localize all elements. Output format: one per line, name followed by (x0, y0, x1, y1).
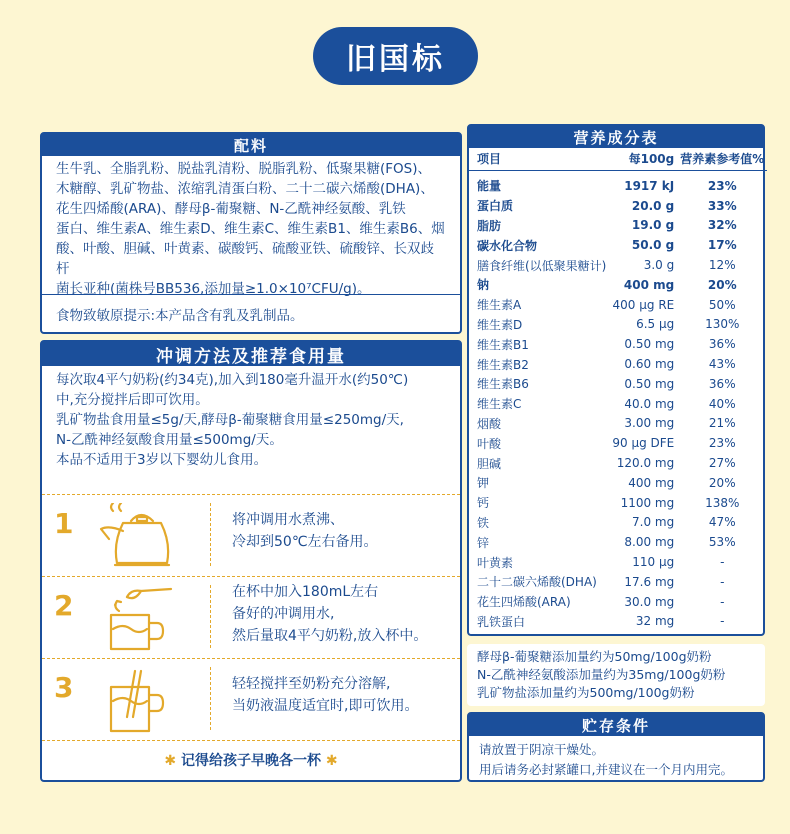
scoop-cup-icon (97, 585, 183, 653)
nutrient-nrv: 130% (705, 317, 740, 332)
table-row (469, 473, 767, 493)
nutrient-nrv: - (720, 594, 725, 609)
preparation-line: 本品不适用于3岁以下婴幼儿食用。 (56, 452, 268, 468)
nutrient-nrv: - (720, 614, 725, 629)
table-row (469, 374, 767, 394)
ingredients-line: 木糖醇、乳矿物盐、浓缩乳清蛋白粉、二十二碳六烯酸(DHA)、 (56, 181, 434, 197)
nutrient-value: 50.0 g (631, 238, 675, 253)
table-row (469, 196, 767, 216)
nutrient-value: 32 mg (635, 614, 675, 629)
star-icon: ✱ (164, 753, 177, 769)
nutrient-nrv: 12% (708, 258, 736, 273)
nutrient-value: 20.0 g (631, 198, 675, 213)
step-2 (42, 576, 460, 656)
table-row (469, 433, 767, 453)
column-header: 营养素参考值% (677, 148, 767, 170)
nutrient-nrv: 23% (708, 436, 736, 451)
nutrient-name: 铁 (477, 515, 490, 530)
step-line: 冷却到50℃左右备用。 (232, 534, 378, 550)
additive-line: 乳矿物盐添加量约为500mg/100g奶粉 (477, 685, 695, 700)
nutrient-nrv: 138% (705, 495, 740, 510)
additive-line: 酵母β-葡聚糖添加量约为50mg/100g奶粉 (477, 649, 712, 664)
storage-line: 用后请务必封紧罐口,并建议在一个月内用完。 (479, 762, 733, 777)
table-row (469, 216, 767, 236)
table-row (469, 235, 767, 255)
nutrient-name: 钙 (477, 496, 490, 511)
ingredients-line: 菌长亚种(菌株号BB536,添加量≥1.0×10⁷CFU/g)。 (56, 281, 371, 297)
nutrient-nrv: 36% (708, 337, 736, 352)
nutrient-nrv: 27% (708, 456, 736, 471)
nutrient-value: 400 mg (623, 277, 675, 292)
table-header (469, 148, 767, 170)
nutrient-nrv: 17% (707, 238, 737, 253)
nutrient-name: 胆碱 (477, 456, 502, 471)
nutrient-name: 维生素B6 (477, 377, 529, 392)
nutrient-nrv: 53% (708, 535, 736, 550)
nutrient-value: 0.60 mg (624, 357, 675, 372)
table-row (469, 493, 767, 513)
ingredients-line: 酸、叶酸、胆碱、叶黄素、碳酸钙、硫酸亚铁、硫酸锌、长双歧杆 (56, 241, 434, 277)
star-icon: ✱ (325, 753, 338, 769)
table-row (469, 354, 767, 374)
table-row (469, 572, 767, 592)
nutrient-name: 碳水化合物 (477, 238, 538, 253)
nutrient-name: 花生四烯酸(ARA) (477, 595, 571, 610)
step-text (232, 581, 427, 647)
table-row (469, 394, 767, 414)
step-number: 2 (54, 589, 74, 622)
allergen-notice: 食物致敏原提示:本产品含有乳及乳制品。 (56, 308, 304, 324)
step-line: 备好的冲调用水, (232, 606, 335, 622)
step-divider (210, 667, 211, 730)
table-row (469, 532, 767, 552)
table-row (469, 295, 767, 315)
nutrient-name: 钠 (477, 278, 490, 293)
preparation-line: 乳矿物盐食用量≤5g/天,酵母β-葡聚糖食用量≤250mg/天, (56, 412, 404, 428)
preparation-line: 每次取4平勺奶粉(约34克),加入到180毫升温开水(约50℃) (56, 372, 409, 388)
nutrient-name: 锌 (477, 535, 490, 550)
nutrient-value: 3.0 g (643, 258, 675, 273)
nutrient-nrv: 36% (708, 376, 736, 391)
nutrient-value: 6.5 μg (636, 317, 675, 332)
ingredients-line: 花生四烯酸(ARA)、酵母β-葡聚糖、N-乙酰神经氨酸、乳铁 (56, 201, 406, 217)
step-line: 将冲调用水煮沸、 (232, 512, 344, 528)
preparation-panel (40, 340, 462, 782)
table-row (469, 453, 767, 473)
table-row (469, 612, 767, 632)
nutrition-heading: 营养成分表 (469, 126, 763, 148)
ingredients-line: 蛋白、维生素A、维生素D、维生素C、维生素B1、维生素B6、烟 (56, 221, 445, 237)
nutrient-nrv: 32% (707, 218, 737, 233)
step-text (232, 673, 418, 717)
step-1 (42, 494, 460, 574)
storage-line: 请放置于阴凉干燥处。 (479, 742, 605, 757)
nutrient-nrv: 50% (708, 297, 736, 312)
nutrient-value: 7.0 mg (632, 515, 675, 530)
additive-amounts (467, 644, 765, 706)
nutrient-nrv: 33% (707, 198, 737, 213)
preparation-text (42, 366, 460, 470)
column-header: 项目 (469, 148, 609, 170)
nutrient-value: 3.00 mg (624, 416, 675, 431)
step-line: 轻轻搅拌至奶粉充分溶解, (232, 676, 391, 692)
divider (42, 740, 460, 741)
step-line: 然后量取4平勺奶粉,放入杯中。 (232, 628, 428, 644)
step-divider (210, 585, 211, 648)
nutrient-value: 0.50 mg (624, 337, 675, 352)
preparation-line: N-乙酰神经氨酸食用量≤500mg/天。 (56, 432, 283, 448)
nutrient-value: 8.00 mg (624, 535, 675, 550)
step-divider (210, 503, 211, 566)
nutrient-value: 1100 mg (620, 495, 675, 510)
nutrient-value: 40.0 mg (624, 396, 675, 411)
nutrient-nrv: 20% (707, 277, 737, 292)
table-row (469, 414, 767, 434)
nutrient-name: 乳铁蛋白 (477, 614, 526, 629)
nutrient-name: 维生素D (477, 317, 523, 332)
nutrient-name: 维生素B1 (477, 337, 529, 352)
table-row (469, 334, 767, 354)
table-row (469, 176, 767, 196)
column-header: 每100g (609, 148, 677, 170)
nutrition-panel (467, 124, 765, 636)
table-row (469, 592, 767, 612)
step-3 (42, 658, 460, 738)
nutrient-name: 能量 (477, 179, 502, 194)
ingredients-heading: 配料 (42, 134, 460, 156)
nutrient-name: 二十二碳六烯酸(DHA) (477, 575, 597, 590)
nutrient-nrv: 21% (708, 416, 736, 431)
table-row (469, 315, 767, 335)
divider (42, 294, 460, 295)
nutrient-name: 叶酸 (477, 436, 502, 451)
nutrient-name: 脂肪 (477, 218, 502, 233)
nutrient-value: 400 mg (628, 475, 675, 490)
nutrient-nrv: 20% (708, 475, 736, 490)
nutrient-value: 120.0 mg (616, 456, 675, 471)
nutrient-value: 0.50 mg (624, 376, 675, 391)
table-row (469, 552, 767, 572)
tip-line (42, 750, 460, 770)
nutrient-value: 110 μg (632, 555, 675, 570)
nutrient-nrv: 47% (708, 515, 736, 530)
storage-heading: 贮存条件 (469, 714, 763, 736)
nutrient-value: 19.0 g (631, 218, 675, 233)
nutrient-nrv: 43% (708, 357, 736, 372)
additive-line: N-乙酰神经氨酸添加量约为35mg/100g奶粉 (477, 667, 726, 682)
nutrient-name: 维生素B2 (477, 357, 529, 372)
storage-text (469, 736, 763, 784)
ingredients-list (42, 156, 460, 299)
step-number: 1 (54, 507, 74, 540)
step-number: 3 (54, 671, 74, 704)
nutrient-value: 400 μg RE (612, 297, 675, 312)
ingredients-panel (40, 132, 462, 334)
storage-panel (467, 712, 765, 782)
step-text (232, 509, 378, 553)
nutrient-value: 90 μg DFE (612, 436, 675, 451)
ingredients-line: 生牛乳、全脂乳粉、脱盐乳清粉、脱脂乳粉、低聚果糖(FOS)、 (56, 161, 431, 177)
version-badge: 旧国标 (313, 27, 478, 85)
nutrition-table (469, 148, 767, 631)
nutrient-name: 烟酸 (477, 416, 502, 431)
step-line: 在杯中加入180mL左右 (232, 584, 379, 600)
preparation-heading: 冲调方法及推荐食用量 (42, 342, 460, 366)
nutrient-nrv: 23% (707, 178, 737, 193)
kettle-icon (97, 503, 183, 571)
nutrient-value: 1917 kJ (624, 178, 675, 193)
nutrient-nrv: - (720, 555, 725, 570)
table-row (469, 513, 767, 533)
nutrient-value: 17.6 mg (624, 574, 675, 589)
stir-cup-icon (97, 667, 183, 735)
tip-text: 记得给孩子早晚各一杯 (181, 753, 321, 769)
nutrient-name: 维生素A (477, 298, 522, 313)
nutrient-name: 维生素C (477, 397, 522, 412)
table-row (469, 255, 767, 275)
step-line: 当奶液温度适宜时,即可饮用。 (232, 698, 419, 714)
nutrient-nrv: 40% (708, 396, 736, 411)
nutrient-name: 蛋白质 (477, 199, 514, 214)
table-row (469, 275, 767, 295)
preparation-line: 中,充分搅拌后即可饮用。 (56, 392, 209, 408)
nutrient-value: 30.0 mg (624, 594, 675, 609)
nutrient-name: 钾 (477, 476, 490, 491)
nutrient-name: 膳食纤维(以低聚果糖计) (477, 258, 607, 273)
nutrient-nrv: - (720, 574, 725, 589)
nutrient-name: 叶黄素 (477, 555, 514, 570)
